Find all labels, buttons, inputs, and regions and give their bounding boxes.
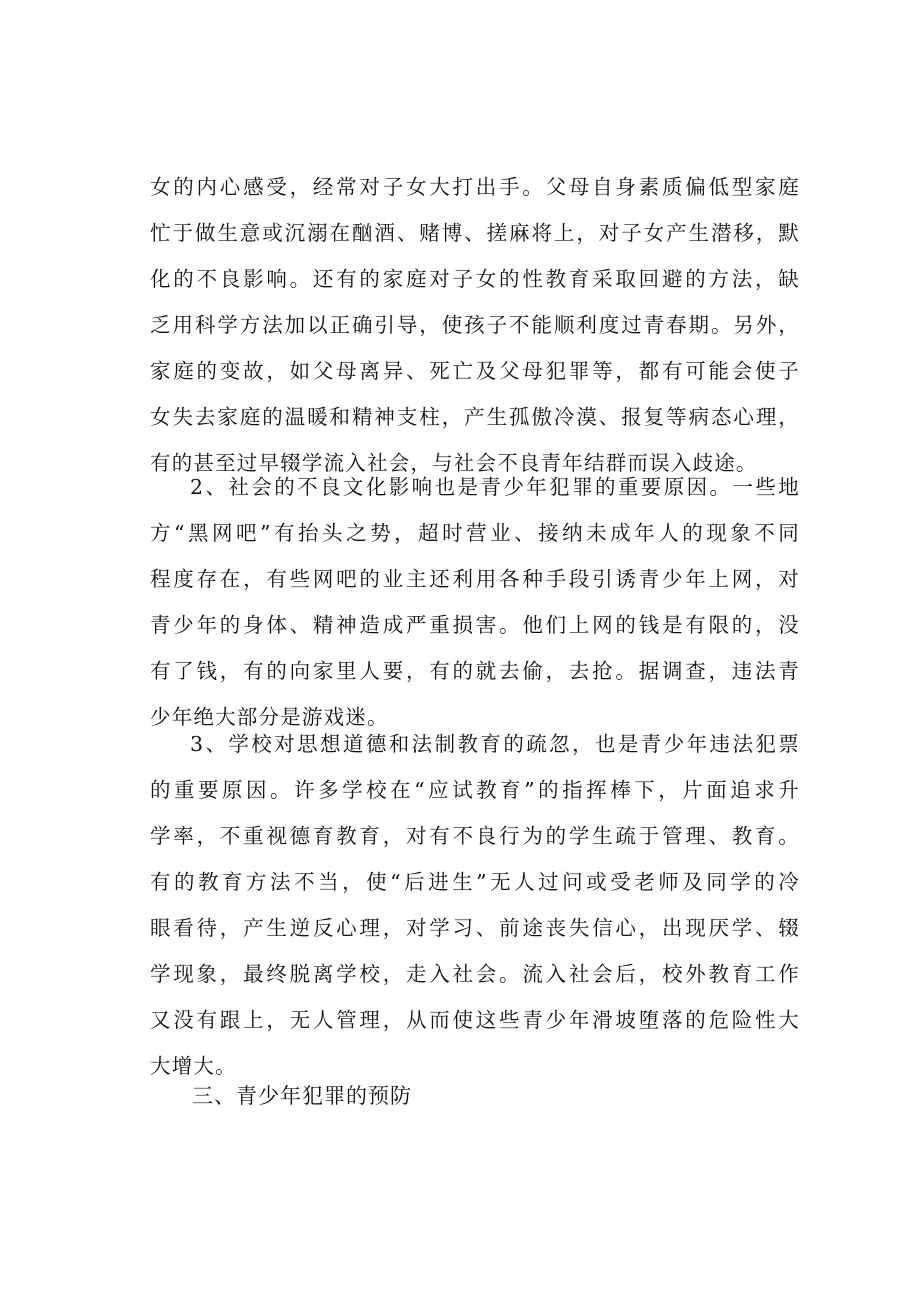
paragraph-line: 眼看待，产生逆反心理，对学习、前途丧失信心，出现厌学、辍 <box>150 916 800 940</box>
paragraph-line: 化的不良影响。还有的家庭对子女的性教育采取回避的方法，缺 <box>150 267 800 291</box>
paragraph-line: 女失去家庭的温暖和精神支柱，产生孤傲冷漠、报复等病态心理， <box>150 405 800 429</box>
paragraph-line: 家庭的变故，如父母离异、死亡及父母犯罪等，都有可能会使子 <box>150 359 800 383</box>
paragraph-social-influence <box>150 464 800 740</box>
paragraph-line: 有了钱，有的向家里人要，有的就去偷，去抢。据调查，违法青 <box>150 659 800 683</box>
paragraph-line: 乏用科学方法加以正确引导，使孩子不能顺利度过青春期。另外， <box>150 313 800 337</box>
section-heading: 三、青少年犯罪的预防 <box>192 1084 412 1108</box>
paragraph-line: 2、社会的不良文化影响也是青少年犯罪的重要原因。一些地 <box>190 475 800 499</box>
paragraph-school-neglect <box>150 721 800 1089</box>
paragraph-line: 学现象，最终脱离学校，走入社会。流入社会后，校外教育工作 <box>150 962 800 986</box>
paragraph-line: 少年绝大部分是游戏迷。 <box>150 705 389 729</box>
paragraph-line: 学率，不重视德育教育，对有不良行为的学生疏于管理、教育。 <box>150 824 800 848</box>
paragraph-line: 又没有跟上，无人管理，从而使这些青少年滑坡堕落的危险性大 <box>150 1008 800 1032</box>
paragraph-line: 有的教育方法不当，使“后进生”无人过问或受老师及同学的冷 <box>150 870 800 894</box>
paragraph-line: 的重要原因。许多学校在“应试教育”的指挥棒下，片面追求升 <box>150 778 800 802</box>
paragraph-family-influence <box>150 164 800 486</box>
paragraph-line: 青少年的身体、精神造成严重损害。他们上网的钱是有限的，没 <box>150 613 800 637</box>
paragraph-line: 程度存在，有些网吧的业主还利用各种手段引诱青少年上网，对 <box>150 567 800 591</box>
paragraph-line: 女的内心感受，经常对子女大打出手。父母自身素质偏低型家庭 <box>150 175 800 199</box>
paragraph-line: 大增大。 <box>150 1054 237 1078</box>
paragraph-line: 3、学校对思想道德和法制教育的疏忽，也是青少年违法犯票 <box>190 732 800 756</box>
paragraph-line: 有的甚至过早辍学流入社会，与社会不良青年结群而误入歧途。 <box>150 451 758 475</box>
paragraph-line: 忙于做生意或沉溺在酗酒、赌博、搓麻将上，对子女产生潜移，默 <box>150 221 800 245</box>
paragraph-line: 方“黑网吧”有抬头之势，超时营业、接纳未成年人的现象不同 <box>150 521 800 545</box>
